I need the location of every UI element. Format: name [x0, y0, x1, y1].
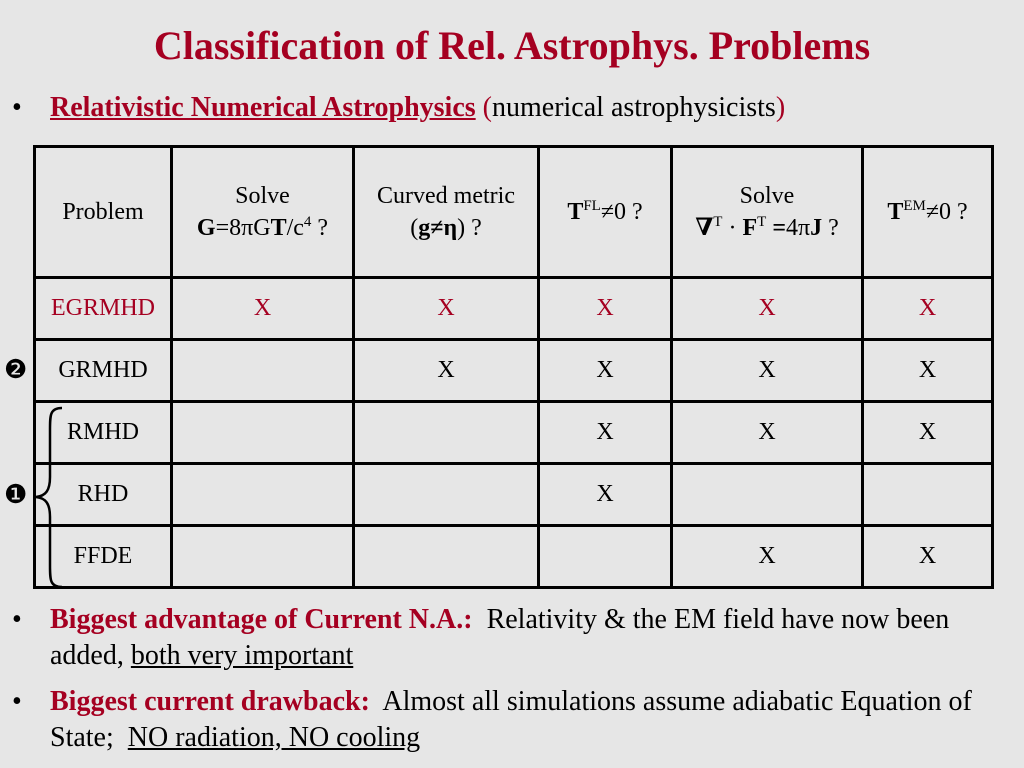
paren-close: ): [775, 92, 786, 123]
row-cell: [172, 464, 354, 526]
row-name: EGRMHD: [35, 278, 172, 340]
advantage-rest: Relativity & the EM field have now been added,: [50, 604, 950, 671]
header-fluid-stress: $T^{FL}\ne 0$ ?: [539, 147, 672, 278]
row-cell: [354, 526, 539, 588]
row-cell: [539, 526, 672, 588]
header-solve-einstein: [172, 147, 354, 278]
bullet-dot: •: [12, 604, 22, 635]
row-cell: X: [539, 278, 672, 340]
row-cell: X: [354, 340, 539, 402]
marker-two-icon: ❷: [4, 355, 28, 385]
row-name: FFDE: [35, 526, 172, 588]
advantage-underlined: both very important: [130, 640, 354, 671]
row-cell: X: [672, 402, 863, 464]
row-cell: [863, 464, 993, 526]
row-cell: X: [863, 278, 993, 340]
row-name: GRMHD: [35, 340, 172, 402]
row-cell: X: [539, 402, 672, 464]
row-cell: [172, 402, 354, 464]
advantage-lead: Biggest advantage of Current N.A.:: [50, 604, 473, 635]
drawback-rest: Almost all simulations assume adiabatic Equation of State;: [50, 686, 972, 753]
header-solve-label: Solve: [235, 183, 290, 209]
paren-open: (: [482, 92, 492, 123]
table-row: [35, 464, 993, 526]
row-cell: X: [672, 526, 863, 588]
row-cell: [672, 464, 863, 526]
row-name: RMHD: [35, 402, 172, 464]
slide-title: Classification of Rel. Astrophys. Problems: [153, 23, 871, 68]
row-cell: X: [863, 340, 993, 402]
row-cell: X: [672, 278, 863, 340]
table-row: [35, 526, 993, 588]
header-metric-eq: (g≠η) ?: [410, 215, 482, 241]
row-cell: X: [539, 464, 672, 526]
row-cell: X: [172, 278, 354, 340]
row-cell: [354, 402, 539, 464]
header-curved-label: Curved metric: [377, 183, 515, 209]
table-header-row: [35, 147, 993, 278]
row-cell: [172, 340, 354, 402]
row-cell: X: [539, 340, 672, 402]
header-em-stress: $T^{EM}\ne 0$ ?: [863, 147, 993, 278]
header-maxwell-eq: $\nabla^T \cdot F^T =4\pi J$ ?: [695, 214, 839, 241]
row-cell: X: [354, 278, 539, 340]
marker-one-icon: ❶: [4, 480, 28, 510]
header-einstein-eq: $G=8\pi GT/c^4$ ?: [196, 214, 329, 241]
row-cell: X: [863, 402, 993, 464]
bullet-dot: •: [12, 686, 22, 717]
table-row: [35, 402, 993, 464]
bullet-rest: numerical astrophysicists: [492, 92, 776, 123]
row-cell: [172, 526, 354, 588]
bullet-dot: •: [12, 92, 22, 123]
row-cell: [354, 464, 539, 526]
table-row: [35, 278, 993, 340]
table-row: [35, 340, 993, 402]
header-solve-maxwell: [672, 147, 863, 278]
row-cell: X: [863, 526, 993, 588]
row-cell: X: [672, 340, 863, 402]
classification-table: [33, 145, 994, 589]
row-name: RHD: [35, 464, 172, 526]
header-curved-metric: [354, 147, 539, 278]
curly-brace-icon: [30, 405, 66, 590]
bullet-lead: Relativistic Numerical Astrophysics: [50, 92, 476, 123]
header-solve-label-2: Solve: [739, 183, 795, 209]
drawback-underlined: NO radiation, NO cooling: [127, 722, 421, 753]
header-problem: Problem: [35, 147, 172, 278]
drawback-lead: Biggest current drawback:: [50, 686, 370, 717]
